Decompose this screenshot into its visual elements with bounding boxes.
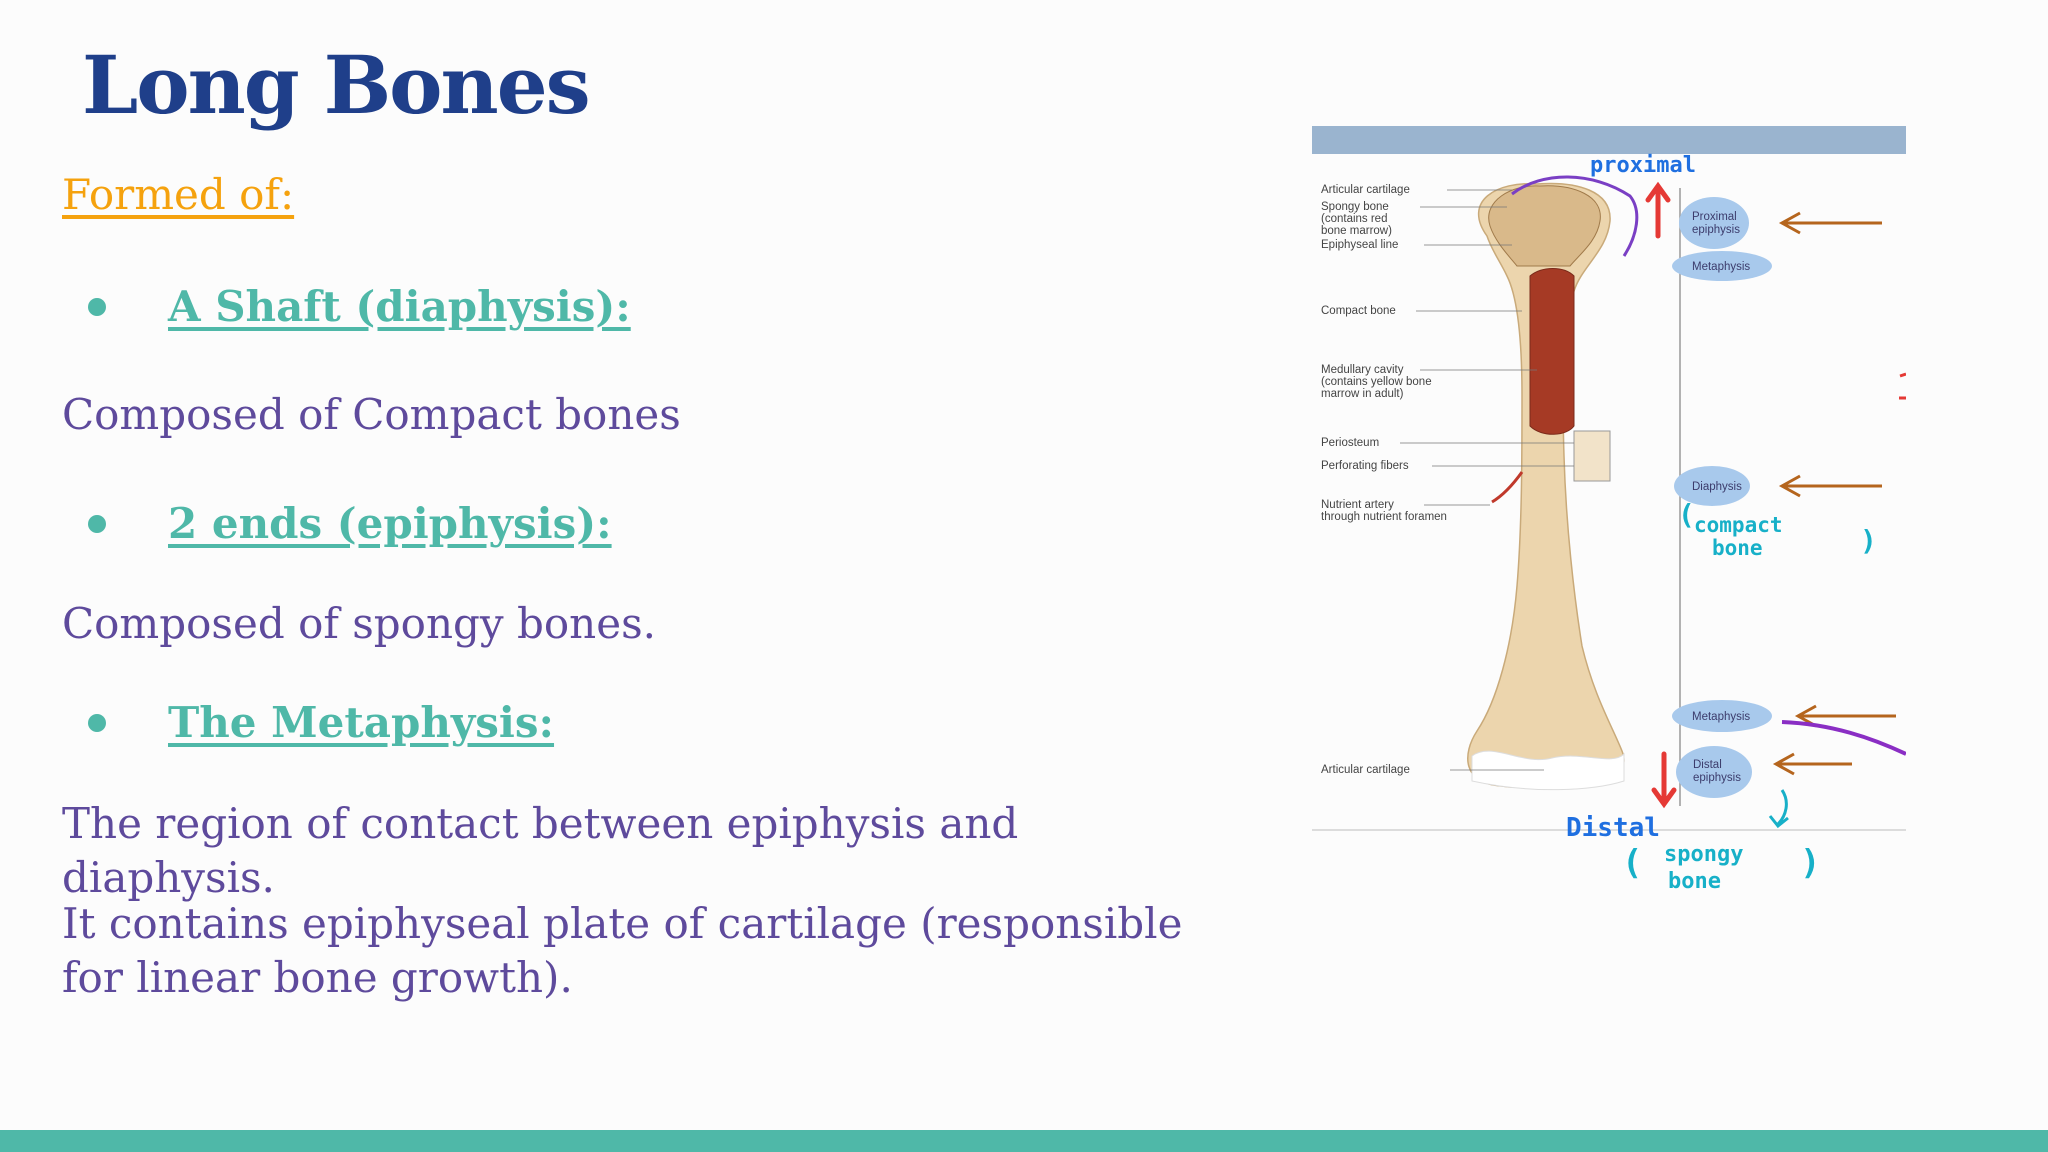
brown-arrow-left-icon (1776, 754, 1852, 774)
note-spongy: spongy (1664, 842, 1744, 867)
slide-title: Long Bones (82, 38, 589, 132)
bubble-label: Proximal (1692, 211, 1737, 223)
bullet-description: Composed of Compact bones (62, 390, 681, 439)
bubble-proximal-epiphysis (1679, 197, 1749, 249)
bullet-dot-icon (88, 515, 106, 533)
paren-open: ( (1678, 498, 1695, 531)
note-compact: compact (1694, 513, 1783, 537)
label-spongy-bone-line3: bone marrow) (1321, 225, 1392, 237)
teal-curved-arrow-icon (1770, 790, 1788, 826)
red-arrow-down-icon (1654, 754, 1674, 804)
paren-close: ) (1860, 524, 1877, 557)
label-perforating-fibers: Perforating fibers (1321, 460, 1409, 472)
label-periosteum: Periosteum (1321, 437, 1380, 449)
brown-arrow-left-icon (1782, 213, 1882, 233)
bubble-label: epiphysis (1692, 224, 1740, 236)
note-distal: Distal (1566, 813, 1660, 843)
purple-annotation-curve (1782, 722, 1906, 754)
bubble-label: epiphysis (1693, 772, 1741, 784)
label-nutrient-artery: Nutrient artery (1321, 499, 1394, 511)
figure-header-band (1312, 126, 1906, 154)
paren-open: ( (1622, 843, 1643, 883)
bullet-ends (88, 499, 612, 548)
bullet-label: 2 ends (epiphysis): (168, 499, 612, 548)
long-bone-diagram (1312, 126, 1906, 906)
label-nutrient-artery-line2: through nutrient foramen (1321, 511, 1447, 523)
label-compact-bone: Compact bone (1321, 305, 1396, 317)
nutrient-artery (1492, 472, 1522, 502)
medullary-cavity (1530, 269, 1574, 435)
bullet-label: The Metaphysis: (168, 698, 555, 747)
bullet-dot-icon (88, 714, 106, 732)
note-bone: bone (1712, 536, 1763, 560)
brown-arrow-left-icon (1782, 476, 1882, 496)
bullet-metaphysis (88, 698, 554, 747)
label-spongy-bone-line2: (contains red (1321, 213, 1388, 225)
bubble-label: Distal (1693, 759, 1722, 771)
paren-close: ) (1800, 843, 1821, 883)
section-heading: Formed of: (62, 170, 295, 219)
bullet-description: The region of contact between epiphysis and diaphysis. (62, 799, 1019, 902)
bubble-label: Metaphysis (1692, 261, 1751, 273)
label-spongy-bone: Spongy bone (1321, 201, 1389, 213)
bullet-description: Composed of spongy bones. (62, 599, 656, 648)
label-epiphyseal-line: Epiphyseal line (1321, 239, 1399, 251)
bullet-dot-icon (88, 298, 106, 316)
bubble-label: Metaphysis (1692, 711, 1751, 723)
periosteum-flap (1574, 431, 1610, 481)
label-articular-cartilage-top: Articular cartilage (1321, 184, 1410, 196)
label-medullary-cavity-line3: marrow in adult) (1321, 388, 1404, 400)
note-proximal: proximal (1590, 153, 1696, 178)
extra-paragraph: It contains epiphyseal plate of cartilage (responsible for linear bone growth). (62, 899, 1183, 1002)
label-articular-cartilage-bottom: Articular cartilage (1321, 764, 1410, 776)
label-medullary-cavity-line2: (contains yellow bone (1321, 376, 1432, 388)
bullet-label: A Shaft (diaphysis): (168, 282, 631, 331)
label-medullary-cavity: Medullary cavity (1321, 364, 1404, 376)
red-mark (1899, 374, 1906, 398)
footer-bar (0, 1130, 2048, 1152)
note-bone: bone (1668, 869, 1721, 894)
red-arrow-up-icon (1648, 186, 1668, 236)
bubble-label: Diaphysis (1692, 481, 1742, 493)
bullet-shaft (88, 282, 631, 331)
